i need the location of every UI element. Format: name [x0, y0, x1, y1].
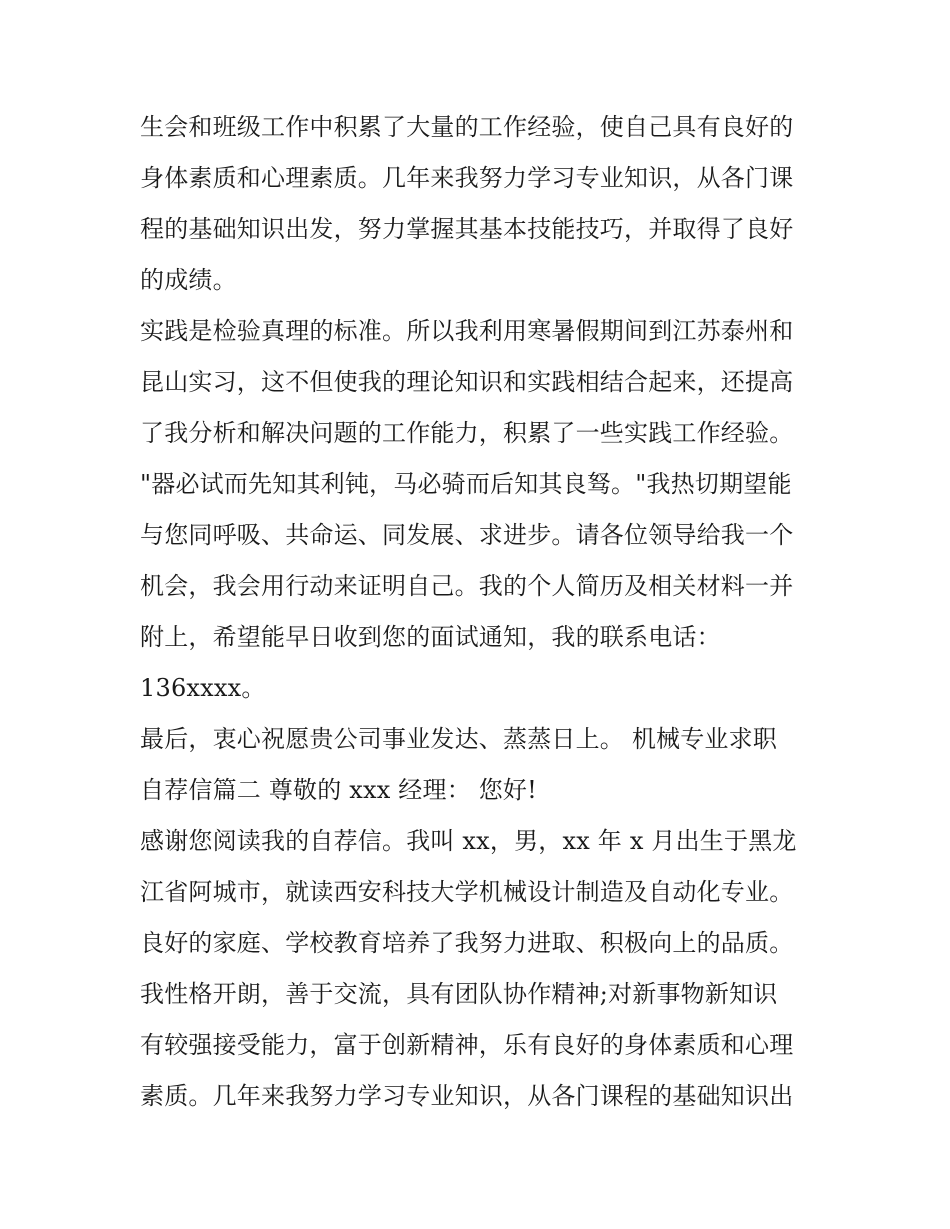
text-line: 机会，我会用行动来证明自己。我的个人简历及相关材料一并 [140, 572, 794, 600]
text-line: 136xxxx。 [140, 674, 266, 702]
text-line: 素质。几年来我努力学习专业知识，从各门课程的基础知识出 [140, 1082, 794, 1110]
text-line: 身体素质和心理素质。几年来我努力学习专业知识，从各门课 [140, 164, 794, 192]
text-line: 江省阿城市，就读西安科技大学机械设计制造及自动化专业。 [140, 878, 794, 906]
text-line: 生会和班级工作中积累了大量的工作经验，使自己具有良好的 [140, 113, 794, 141]
text-line: 感谢您阅读我的自荐信。我叫 xx，男，xx 年 x 月出生于黑龙 [140, 827, 797, 855]
text-line: "器必试而先知其利钝，马必骑而后知其良驽。"我热切期望能 [140, 470, 792, 498]
text-line: 实践是检验真理的标准。所以我利用寒暑假期间到江苏泰州和 [140, 317, 794, 345]
text-line: 良好的家庭、学校教育培养了我努力进取、积极向上的品质。 [140, 929, 794, 957]
text-line: 附上，希望能早日收到您的面试通知，我的联系电话： [140, 623, 721, 651]
text-line: 的成绩。 [140, 266, 237, 294]
letter-body [140, 102, 820, 1122]
text-line: 昆山实习，这不但使我的理论知识和实践相结合起来，还提高 [140, 368, 794, 396]
text-line: 有较强接受能力，富于创新精神，乐有良好的身体素质和心理 [140, 1031, 794, 1059]
text-line: 与您同呼吸、共命运、同发展、求进步。请各位领导给我一个 [140, 521, 794, 549]
text-line: 了我分析和解决问题的工作能力，积累了一些实践工作经验。 [140, 419, 794, 447]
text-line: 自荐信篇二 尊敬的 xxx 经理： 您好! [140, 776, 537, 804]
text-line: 最后，衷心祝愿贵公司事业发达、蒸蒸日上。 机械专业求职 [140, 725, 778, 753]
text-line: 程的基础知识出发，努力掌握其基本技能技巧，并取得了良好 [140, 215, 794, 243]
text-line: 我性格开朗，善于交流，具有团队协作精神;对新事物新知识 [140, 980, 778, 1008]
